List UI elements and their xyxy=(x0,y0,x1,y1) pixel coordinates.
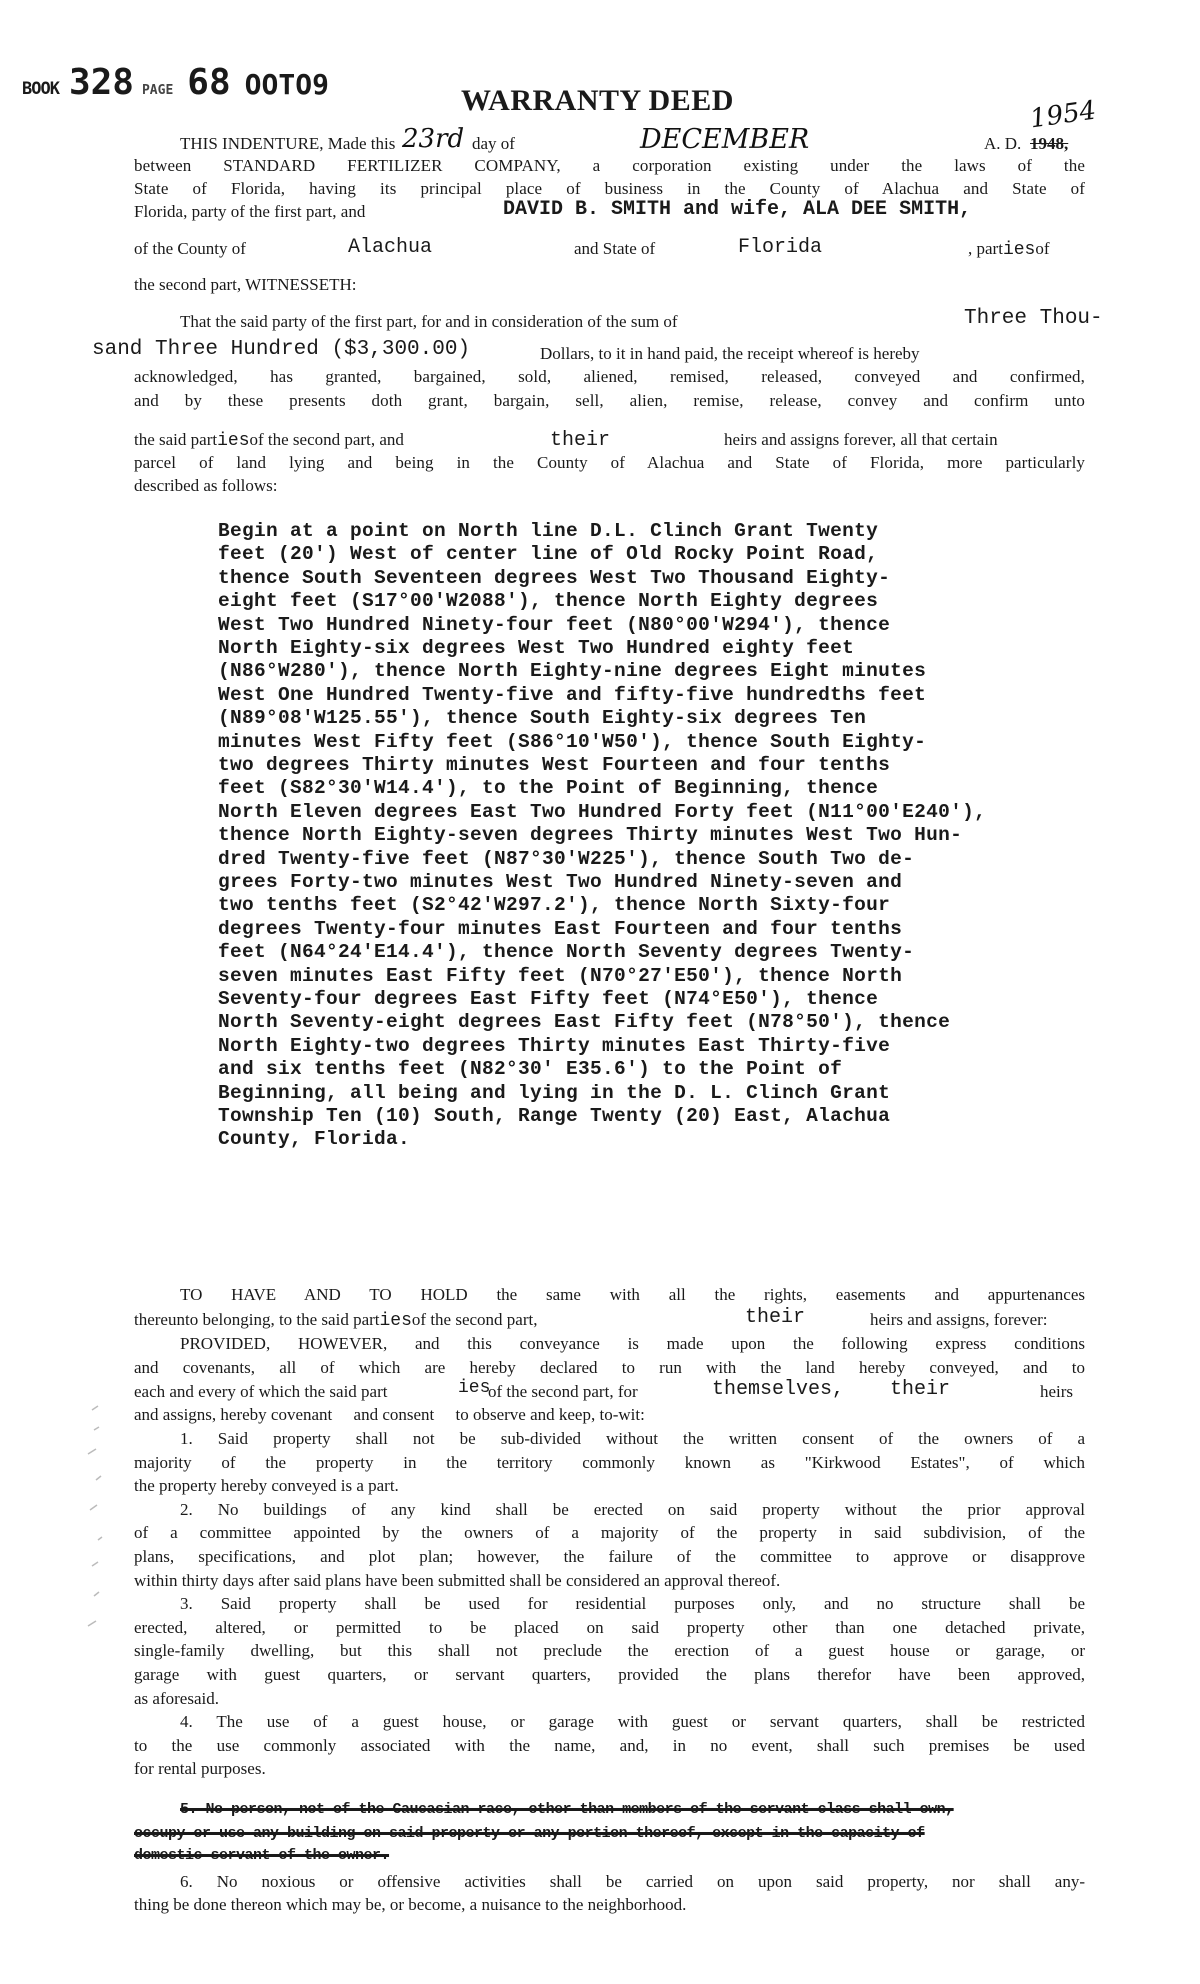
legal-description-line: (N89°08'W125.55'), thence South Eighty-six degrees Ten xyxy=(218,707,867,730)
covenant-2-line: within thirty days after said plans have been submitted shall be considered an approval thereof. xyxy=(134,1570,781,1590)
legal-description-line: West One Hundred Twenty-five and fifty-five hundredths feet xyxy=(218,683,927,706)
said-part-text: the said part xyxy=(134,430,218,449)
state-label: and State of xyxy=(574,239,656,258)
month-handwritten: DECEMBER xyxy=(640,124,810,155)
legal-description-line: North Eleven degrees East Two Hundred Forty feet (N11°00'E240'), xyxy=(218,800,987,823)
legal-description-line: Begin at a point on North line D.L. Clinch Grant Twenty xyxy=(218,520,879,542)
made-this-text: THIS INDENTURE, Made this xyxy=(180,134,396,153)
habendum-line-5: each and every of which the said part xyxy=(134,1382,388,1401)
legal-description-line: North Seventy-eight degrees East Fifty feet (N78°50'), thence xyxy=(218,1011,951,1034)
consideration-line-3: acknowledged, has granted, bargained, sold, aliened, remised, released, conveyed and confirmed, xyxy=(134,367,1085,386)
book-label: BOOK xyxy=(22,79,59,99)
covenant-4-line: for rental purposes. xyxy=(134,1759,266,1779)
covenant-2-line: 2. No buildings of any kind shall be erected on said property without the prior approval xyxy=(180,1499,1085,1519)
county-value: Alachua xyxy=(348,236,433,259)
legal-description-line: two tenths feet (S2°42'W297.2'), thence North Sixty-four xyxy=(218,894,891,917)
legal-description-line: Seventy-four degrees East Fifty feet (N74°E50'), thence xyxy=(218,988,879,1010)
habendum-l5-their: their xyxy=(890,1378,951,1401)
indenture-line-3: State of Florida, having its principal place of business in the County of Alachua and State of xyxy=(134,179,1085,198)
amount-words-1: Three Thou- xyxy=(964,307,1103,330)
heirs-text: heirs and assigns forever, all that certain xyxy=(724,430,998,449)
second-part-text: of the second part, and xyxy=(249,430,404,449)
legal-description-line: minutes West Fifty feet (S86°10'W50'), thence South Eighty- xyxy=(218,730,927,753)
consideration-line-4: and by these presents doth grant, bargain, sell, alien, remise, release, convey and confirm unto xyxy=(134,391,1085,410)
legal-description-line: Township Ten (10) South, Range Twenty (20) East, Alachua xyxy=(218,1105,891,1127)
covenant-3-line: 3. Said property shall be used for residential purposes only, and no structure shall be xyxy=(180,1594,1085,1614)
covenant-1-line: the property hereby conveyed is a part. xyxy=(134,1476,399,1496)
legal-description-line: thence North Eighty-seven degrees Thirty minutes West Two Hun- xyxy=(218,824,963,847)
legal-description-line: feet (S82°30'W14.4'), to the Point of Beginning, thence xyxy=(218,777,879,800)
habendum-l2-post: heirs and assigns, forever: xyxy=(870,1310,1048,1329)
legal-description-line: degrees Twenty-four minutes East Fourteen and four tenths xyxy=(218,917,903,940)
parties-pre: , part xyxy=(968,239,1003,258)
legal-description-line: thence South Seventeen degrees West Two Thousand Eighty- xyxy=(218,566,891,589)
amount-words-2: sand Three Hundred ($3,300.00) xyxy=(92,338,471,361)
covenant-2-line: of a committee appointed by the owners of a majority of the property in said subdivision, of the xyxy=(134,1523,1085,1543)
page-number: 68 xyxy=(187,62,231,103)
indenture-line-4: Florida, party of the first part, and xyxy=(134,202,366,221)
consideration-line-7: described as follows: xyxy=(134,476,278,495)
legal-description-line: eight feet (S17°00'W2088'), thence North Eighty degrees xyxy=(218,590,879,613)
legal-description-line: (N86°W280'), thence North Eighty-nine degrees Eight minutes xyxy=(218,660,927,683)
page-label: PAGE xyxy=(141,83,174,98)
year-handwritten: 1954 xyxy=(1028,95,1098,135)
legal-description-line: feet (20') West of center line of Old Rocky Point Road, xyxy=(218,543,879,566)
document-title: WARRANTY DEED xyxy=(461,84,734,117)
covenant-3-line: garage with guest quarters, or servant quarters, provided the plans therefor have been approved, xyxy=(134,1665,1085,1684)
parties-label xyxy=(968,239,1050,260)
struck-covenant-line: occupy or use any building on said property or any portion thereof, except in the capacity of xyxy=(134,1825,925,1842)
day-of-text: day of xyxy=(472,134,515,153)
legal-description-line: feet (N64°24'E14.4'), thence North Seventy degrees Twenty- xyxy=(218,941,915,964)
book-stamp xyxy=(22,62,329,103)
habendum-line-4: and covenants, all of which are hereby declared to run with the land hereby conveyed, and to xyxy=(134,1358,1085,1377)
county-label: of the County of xyxy=(134,239,246,258)
covenant-6-line: 6. No noxious or offensive activities shall be carried on upon said property, nor shall any- xyxy=(180,1872,1085,1891)
grantee-names: DAVID B. SMITH and wife, ALA DEE SMITH, xyxy=(503,198,972,221)
habendum-line-6: and assigns, hereby covenant and consent to observe and keep, to-wit: xyxy=(134,1405,645,1424)
habendum-themselves: themselves, xyxy=(712,1378,845,1401)
covenant-3-line: erected, altered, or permitted to be placed on said property other than one detached private, xyxy=(134,1617,1085,1637)
day-handwritten: 23rd xyxy=(402,124,465,154)
legal-description-line: North Eighty-six degrees West Two Hundred eighty feet xyxy=(218,637,855,659)
consideration-line-2: Dollars, to it in hand paid, the receipt whereof is hereby xyxy=(540,344,920,363)
covenant-4-line: 4. The use of a guest house, or garage with guest or servant quarters, shall be restricted xyxy=(180,1712,1085,1732)
habendum-l5-ies: ies xyxy=(458,1378,491,1398)
legal-description-line: North Eighty-two degrees Thirty minutes East Thirty-five xyxy=(218,1034,891,1057)
margin-marks xyxy=(84,1390,144,1710)
habendum-line-1: TO HAVE AND TO HOLD the same with all the rights, easements and appurtenances xyxy=(180,1285,1085,1304)
parties-suffix: ies xyxy=(1002,240,1036,260)
indenture-line-2: between STANDARD FERTILIZER COMPANY, a corporation existing under the laws of the xyxy=(134,156,1085,175)
habendum-l2-ies: ies xyxy=(379,1311,412,1331)
habendum-l5-mid: of the second part, for xyxy=(488,1382,638,1401)
their-typed: their xyxy=(550,429,611,452)
covenant-1-line: 1. Said property shall not be sub-divided without the written consent of the owners of a xyxy=(180,1429,1085,1448)
habendum-l2-mid: of the second part, xyxy=(411,1310,538,1329)
book-number: 328 xyxy=(68,62,134,103)
habendum-line-2 xyxy=(134,1310,537,1331)
legal-description-line: County, Florida. xyxy=(218,1128,411,1151)
struck-covenant-line: 5. No person, not of the Caucasian race, other than members of the servant class shall own, xyxy=(180,1801,954,1818)
habendum-l2-pre: thereunto belonging, to the said part xyxy=(134,1310,380,1329)
covenant-3-line: as aforesaid. xyxy=(134,1688,219,1708)
legal-description-line: two degrees Thirty minutes West Fourteen and four tenths xyxy=(218,754,891,776)
year-struck: 1948, xyxy=(1030,134,1069,153)
legal-description-line: seven minutes East Fifty feet (N70°27'E50'), thence North xyxy=(218,964,903,987)
covenant-6-line: thing be done thereon which may be, or become, a nuisance to the neighborhood. xyxy=(134,1895,687,1914)
witnesseth: the second part, WITNESSETH: xyxy=(134,275,357,294)
legal-description-line: West Two Hundred Ninety-four feet (N80°00'W294'), thence xyxy=(218,613,891,636)
covenant-4-line: to the use commonly associated with the name, and, in no event, shall such premises be used xyxy=(134,1735,1085,1755)
state-value: Florida xyxy=(738,236,823,259)
struck-covenant-line: domestic servant of the owner. xyxy=(134,1847,390,1864)
habendum-their: their xyxy=(745,1306,806,1329)
indenture-line-1 xyxy=(180,134,395,154)
covenant-1-line: majority of the property in the territory commonly known as "Kirkwood Estates", of which xyxy=(134,1452,1085,1472)
legal-description-line: dred Twenty-five feet (N87°30'W225'), thence South Two de- xyxy=(218,847,915,870)
habendum-line-3: PROVIDED, HOWEVER, and this conveyance is made upon the following express conditions xyxy=(180,1334,1085,1353)
legal-description-line: Beginning, all being and lying in the D. L. Clinch Grant xyxy=(218,1081,891,1104)
record-code: OOTO9 xyxy=(244,68,329,101)
legal-description-line: grees Forty-two minutes West Two Hundred Ninety-seven and xyxy=(218,871,903,893)
consideration-line-5 xyxy=(134,430,404,451)
covenant-2-line: plans, specifications, and plot plan; however, the failure of the committee to approve or disapprove xyxy=(134,1547,1085,1566)
covenant-3-line: single-family dwelling, but this shall not preclude the erection of a guest house or garage, or xyxy=(134,1641,1085,1661)
parties-of: of xyxy=(1035,239,1050,258)
legal-description-line: and six tenths feet (N82°30' E35.6') to the Point of xyxy=(218,1058,843,1081)
consideration-line-1: That the said party of the first part, for and in consideration of the sum of xyxy=(180,312,678,331)
ad-label: A. D. xyxy=(984,134,1022,153)
consideration-line-6: parcel of land lying and being in the County of Alachua and State of Florida, more particularly xyxy=(134,453,1085,472)
ies-typed: ies xyxy=(217,431,250,451)
habendum-l5-post: heirs xyxy=(1040,1382,1074,1401)
